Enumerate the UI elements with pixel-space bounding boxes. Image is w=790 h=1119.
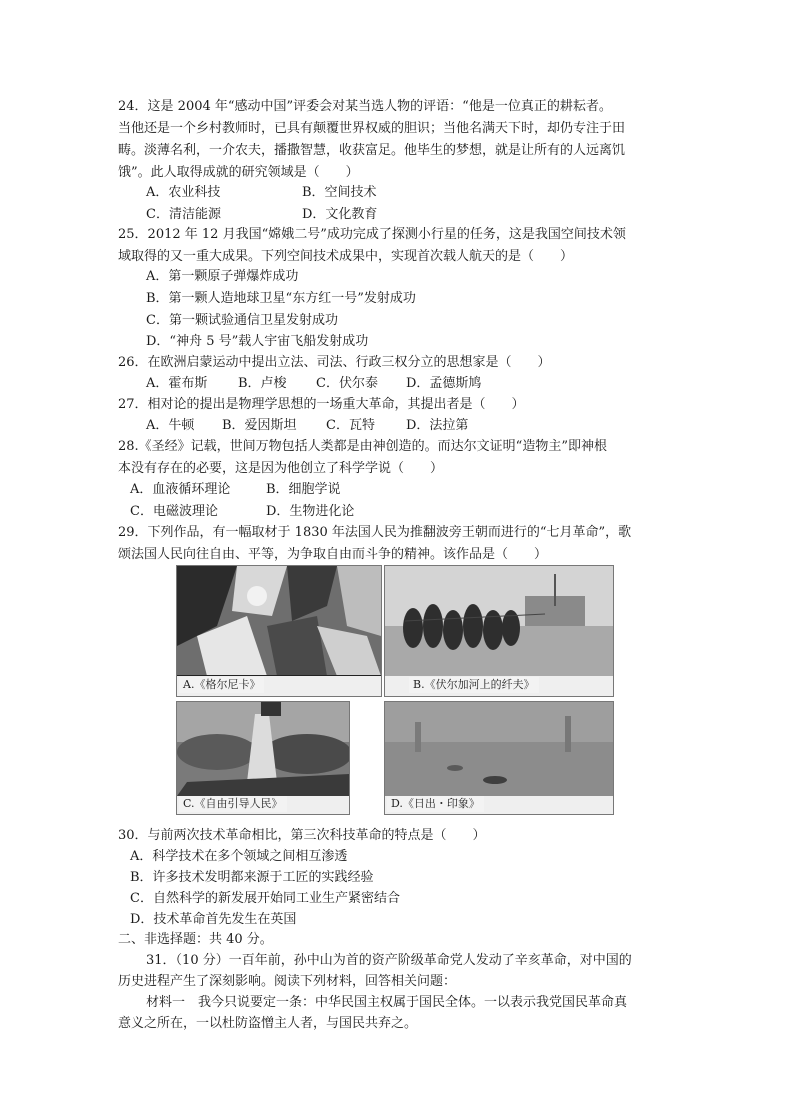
q26-option-d: D．孟德斯鸠 [406, 376, 482, 391]
painting-b-volga-barge-haulers [384, 565, 614, 697]
q28-option-a: A．血液循环理论 [130, 482, 231, 497]
q26-option-c: C．伏尔泰 [316, 376, 378, 391]
q24-stem-line-2: 当他还是一个乡村教师时，已具有颠覆世界权威的胆识；当他名满天下时，却仍专注于田 [118, 121, 626, 136]
q28-option-c: C．电磁波理论 [130, 504, 218, 519]
q24-stem-line-3: 畴。淡薄名利，一介农夫，播撒智慧，收获富足。他毕生的梦想，就是让所有的人远离饥 [118, 143, 626, 158]
q26-option-a: A．霍布斯 [146, 376, 208, 391]
q24-option-c: C．清洁能源 [146, 207, 221, 222]
q27-option-d: D．法拉第 [406, 418, 469, 433]
q24-stem-line-1: 24．这是 2004 年“感动中国”评委会对某当选人物的评语：“他是一位真正的耕耘者。 [118, 99, 612, 114]
q30-option-c: C．自然科学的新发展开始同工业生产紧密结合 [130, 891, 400, 906]
q31-material-line-2: 意义之所在，一以杜防盗憎主人者，与国民共弃之。 [118, 1016, 418, 1031]
q28-option-b: B．细胞学说 [266, 482, 341, 497]
section-heading-non-choice: 二、非选择题：共 40 分。 [118, 932, 273, 947]
q31-stem-line-1: 31．（10 分）一百年前，孙中山为首的资产阶级革命党人发动了辛亥革命，对中国的 [146, 953, 632, 968]
paintings-figure [174, 563, 618, 817]
q24-option-d: D．文化教育 [302, 207, 378, 222]
q30-option-d: D．技术革命首先发生在英国 [130, 912, 297, 927]
q25-option-b: B．第一颗人造地球卫星“东方红一号”发射成功 [146, 291, 416, 306]
q25-option-a: A．第一颗原子弹爆炸成功 [146, 269, 299, 284]
q28-stem-line-1: 28.《圣经》记载，世间万物包括人类都是由神创造的。而达尔文证明“造物主”即神根 [118, 439, 607, 454]
caption-c: C.《自由引导人民》 [179, 796, 287, 812]
q28-option-d: D．生物进化论 [266, 504, 355, 519]
q29-stem-line-2: 颂法国人民向往自由、平等，为争取自由而斗争的精神。该作品是（ ） [118, 547, 548, 562]
q27-option-a: A．牛顿 [146, 418, 195, 433]
caption-d: D.《日出・印象》 [387, 796, 484, 812]
q25-stem-line-1: 25．2012 年 12 月我国“嫦娥二号”成功完成了探测小行星的任务，这是我国空间技术领 [118, 227, 626, 242]
q31-material-line-1: 材料一 我今只说要定一条：中华民国主权属于国民全体。一以表示我党国民革命真 [146, 995, 628, 1010]
q27-stem-line-1: 27．相对论的提出是物理学思想的一场重大革命，其提出者是（ ） [118, 397, 525, 412]
q25-stem-line-2: 域取得的又一重大成果。下列空间技术成果中，实现首次载人航天的是（ ） [118, 249, 574, 264]
q29-stem-line-1: 29．下列作品，有一幅取材于 1830 年法国人民为推翻波旁王朝而进行的“七月革命”，歌 [118, 525, 632, 540]
caption-b: B.《伏尔加河上的纤夫》 [409, 677, 539, 693]
q30-option-b: B．许多技术发明都来源于工匠的实践经验 [130, 870, 374, 885]
q25-option-d: D．“神舟 5 号”载人宇宙飞船发射成功 [146, 334, 369, 349]
q24-stem-line-4: 饿”。此人取得成就的研究领域是（ ） [118, 165, 359, 180]
caption-a: A.《格尔尼卡》 [179, 677, 264, 693]
q26-stem-line-1: 26．在欧洲启蒙运动中提出立法、司法、行政三权分立的思想家是（ ） [118, 355, 551, 370]
q28-stem-line-2: 本没有存在的必要，这是因为他创立了科学学说（ ） [118, 461, 444, 476]
q27-option-b: B．爱因斯坦 [222, 418, 297, 433]
q26-option-b: B．卢梭 [238, 376, 287, 391]
q31-stem-line-2: 历史进程产生了深刻影响。阅读下列材料，回答相关问题： [118, 974, 457, 989]
painting-d-impression-sunrise [384, 701, 614, 815]
q30-option-a: A．科学技术在多个领域之间相互渗透 [130, 849, 348, 864]
q25-option-c: C．第一颗试验通信卫星发射成功 [146, 313, 338, 328]
q27-option-c: C．瓦特 [326, 418, 375, 433]
painting-a-guernica [176, 565, 382, 697]
q24-option-a: A．农业科技 [146, 185, 221, 200]
q30-stem-line-1: 30．与前两次技术革命相比，第三次科技革命的特点是（ ） [118, 828, 486, 843]
q24-option-b: B．空间技术 [302, 185, 377, 200]
painting-c-liberty-leading-the-people [176, 701, 350, 815]
